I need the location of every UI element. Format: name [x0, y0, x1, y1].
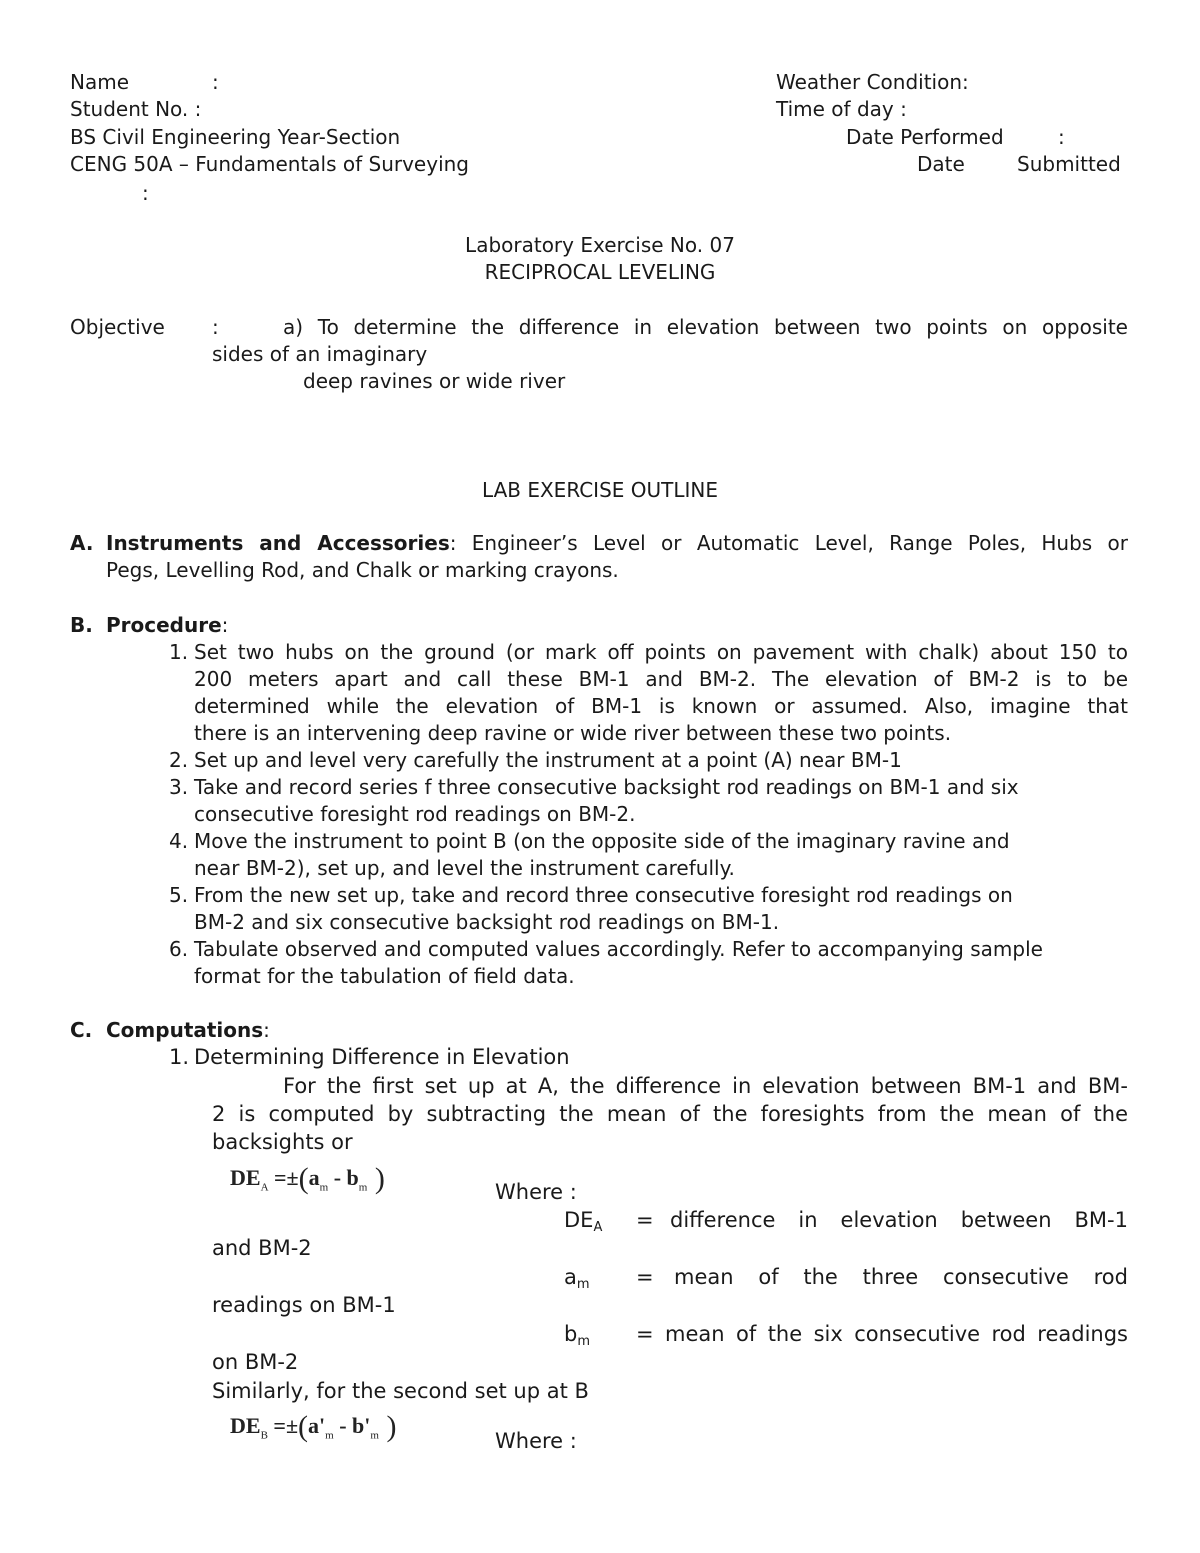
- step-4-line-1: Move the instrument to point B (on the opposite side of the imaginary ravine and: [194, 829, 1010, 853]
- formula-de-a: $DE_A =\pm(a_m - b_m$ ): [230, 1162, 385, 1195]
- step-3-number: 3.: [169, 775, 189, 799]
- def-3-symbol: $b_m$: [564, 1322, 591, 1349]
- def-2-equals: =: [636, 1265, 654, 1289]
- name-label: Name: [70, 70, 130, 94]
- def-1-text: difference in elevation between BM-1: [670, 1208, 1128, 1232]
- computation-1-number: 1.: [169, 1045, 190, 1069]
- section-a-heading: Instruments and Accessories: [106, 531, 450, 555]
- step-2-number: 2.: [169, 748, 189, 772]
- time-of-day-label: Time of day :: [776, 97, 907, 121]
- def-3-text: = mean of the six consecutive rod readings: [636, 1322, 1128, 1346]
- weather-condition-label: Weather Condition:: [776, 70, 969, 94]
- step-1-line-4: there is an intervening deep ravine or wide river between these two points.: [194, 721, 952, 745]
- step-2-line-1: Set up and level very carefully the instrument at a point (A) near BM-1: [194, 748, 902, 772]
- date-submitted-colon: :: [142, 181, 149, 205]
- section-c-heading-line: [106, 1017, 270, 1044]
- step-6-line-2: format for the tabulation of field data.: [194, 964, 575, 988]
- section-a-letter: A.: [70, 531, 94, 555]
- section-c-colon: :: [263, 1018, 270, 1042]
- date-submitted-date-word: Date: [917, 152, 965, 176]
- step-3-line-2: consecutive foresight rod readings on BM-2.: [194, 802, 636, 826]
- def-2-text: mean of the three consecutive rod: [674, 1265, 1128, 1289]
- step-6-number: 6.: [169, 937, 189, 961]
- section-a-line-1-rest: : Engineer’s Level or Automatic Level, Range Poles, Hubs or: [449, 531, 1128, 555]
- computation-1-title: Determining Difference in Elevation: [194, 1045, 570, 1069]
- step-5-line-1: From the new set up, take and record three consecutive foresight rod readings on: [194, 883, 1013, 907]
- section-c-letter: C.: [70, 1018, 93, 1042]
- step-1-line-1: Set two hubs on the ground (or mark off points on pavement with chalk) about 150 to: [194, 640, 1128, 664]
- name-colon: :: [212, 70, 219, 94]
- def-1-cont: and BM-2: [212, 1236, 312, 1260]
- step-6-line-1: Tabulate observed and computed values accordingly. Refer to accompanying sample: [194, 937, 1043, 961]
- objective-label: Objective: [70, 315, 165, 339]
- where-label-1: Where :: [495, 1180, 577, 1204]
- outline-title: LAB EXERCISE OUTLINE: [481, 478, 719, 502]
- objective-colon: :: [212, 315, 219, 339]
- where-label-2: Where :: [495, 1429, 577, 1453]
- student-no-label: Student No. :: [70, 97, 202, 121]
- section-b-heading-line: [106, 612, 228, 639]
- date-submitted-submitted-word: Submitted: [1017, 152, 1121, 176]
- formula-de-b: $DE_B =\pm(a'_m - b'_m$ ): [230, 1410, 397, 1443]
- def-3-cont: on BM-2: [212, 1350, 299, 1374]
- step-4-number: 4.: [169, 829, 189, 853]
- course-label: CENG 50A – Fundamentals of Surveying: [70, 152, 470, 176]
- similarly-text: Similarly, for the second set up at B: [212, 1379, 589, 1403]
- def-2-cont: readings on BM-1: [212, 1293, 396, 1317]
- step-5-number: 5.: [169, 883, 189, 907]
- year-section-label: BS Civil Engineering Year-Section: [70, 125, 401, 149]
- step-4-line-2: near BM-2), set up, and level the instrument carefully.: [194, 856, 735, 880]
- section-a-line-1: [106, 530, 1128, 557]
- date-performed-label: Date Performed: [846, 125, 1004, 149]
- section-b-letter: B.: [70, 613, 93, 637]
- def-1-equals: =: [636, 1208, 654, 1232]
- step-1-line-2: 200 meters apart and call these BM-1 and BM-2. The elevation of BM-2 is to be: [194, 667, 1128, 691]
- def-2-symbol: $a_m$: [564, 1265, 590, 1292]
- step-3-line-1: Take and record series f three consecutive backsight rod readings on BM-1 and six: [194, 775, 1019, 799]
- computation-para-line-3: backsights or: [212, 1130, 353, 1154]
- step-5-line-2: BM-2 and six consecutive backsight rod readings on BM-1.: [194, 910, 780, 934]
- date-performed-colon: :: [1058, 125, 1065, 149]
- exercise-subtitle: RECIPROCAL LEVELING: [484, 260, 716, 284]
- computation-para-line-1: For the first set up at A, the difference in elevation between BM-1 and BM-: [283, 1074, 1128, 1098]
- objective-line-1: a) To determine the difference in elevation between two points on opposite: [283, 315, 1128, 339]
- objective-line-3: deep ravines or wide river: [303, 369, 566, 393]
- exercise-title: Laboratory Exercise No. 07: [465, 233, 735, 257]
- step-1-number: 1.: [169, 640, 189, 664]
- section-c-heading: Computations: [106, 1018, 264, 1042]
- section-b-colon: :: [221, 613, 229, 637]
- def-1-symbol: $DE_A$: [564, 1208, 603, 1235]
- section-a-line-2: Pegs, Levelling Rod, and Chalk or marking crayons.: [106, 558, 619, 582]
- objective-line-2: sides of an imaginary: [212, 342, 428, 366]
- computation-para-line-2: 2 is computed by subtracting the mean of the foresights from the mean of the: [212, 1102, 1128, 1126]
- step-1-line-3: determined while the elevation of BM-1 is known or assumed. Also, imagine that: [194, 694, 1128, 718]
- section-b-heading: Procedure: [106, 613, 222, 637]
